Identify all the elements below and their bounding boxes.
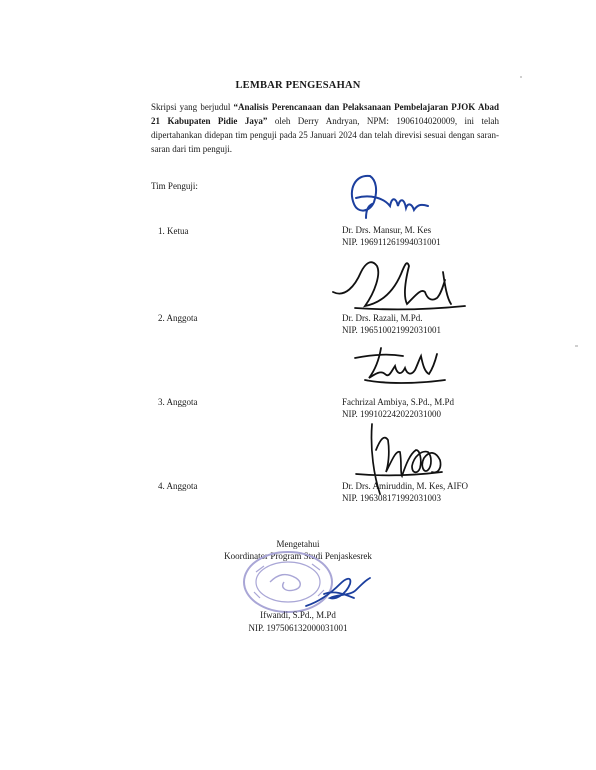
- signature-anggota-2: [345, 340, 455, 390]
- approval-label: Mengetahui: [276, 539, 320, 549]
- signature-coordinator: [300, 568, 375, 613]
- statement-body: oleh Derry Andryan, NPM: 1906104020009, ini telah dipertahankan didepan tim penguji pada 25 Januari 2024 dan telah direvisi sesuai dengan saran-saran dari tim penguji.: [151, 116, 500, 154]
- scan-speck: [575, 345, 578, 347]
- examiner-name: Dr. Drs. Razali, M.Pd.: [342, 313, 423, 323]
- approver-nip: NIP. 197506132000031001: [248, 623, 348, 633]
- page-title: LEMBAR PENGESAHAN: [235, 80, 361, 91]
- examiner-name: Dr. Drs. Amiruddin, M. Kes, AIFO: [342, 481, 469, 491]
- examiner-role: 3. Anggota: [158, 397, 198, 407]
- thesis-title: “Analisis Perencanaan dan Pelaksanaan Pembelajaran PJOK Abad 21 Kabupaten Pidie Jaya”: [151, 102, 499, 126]
- approver-name: Ifwandi, S.Pd., M.Pd: [260, 610, 336, 620]
- scan-speck: [520, 76, 522, 78]
- statement-lead: Skripsi yang berjudul: [151, 102, 234, 112]
- examiner-nip: NIP. 199102242022031000: [342, 409, 442, 419]
- examiner-nip: NIP. 196911261994031001: [342, 237, 441, 247]
- examiner-name: Dr. Drs. Mansur, M. Kes: [342, 225, 432, 235]
- examiner-role: 2. Anggota: [158, 313, 198, 323]
- signature-anggota-1: [325, 252, 475, 317]
- examiner-nip: NIP. 196510021992031001: [342, 325, 442, 335]
- examiner-role: 1. Ketua: [158, 226, 189, 236]
- examiners-label: Tim Penguji:: [151, 181, 198, 191]
- approval-role: Koordinator Program Studi Penjaskesrek: [224, 551, 372, 561]
- examiner-role: 4. Anggota: [158, 481, 198, 491]
- signature-anggota-3: [350, 410, 460, 500]
- examiner-name: Fachrizal Ambiya, S.Pd., M.Pd: [342, 397, 454, 407]
- approval-statement: [151, 100, 499, 156]
- signature-ketua: [340, 168, 430, 228]
- examiner-nip: NIP. 196308171992031003: [342, 493, 442, 503]
